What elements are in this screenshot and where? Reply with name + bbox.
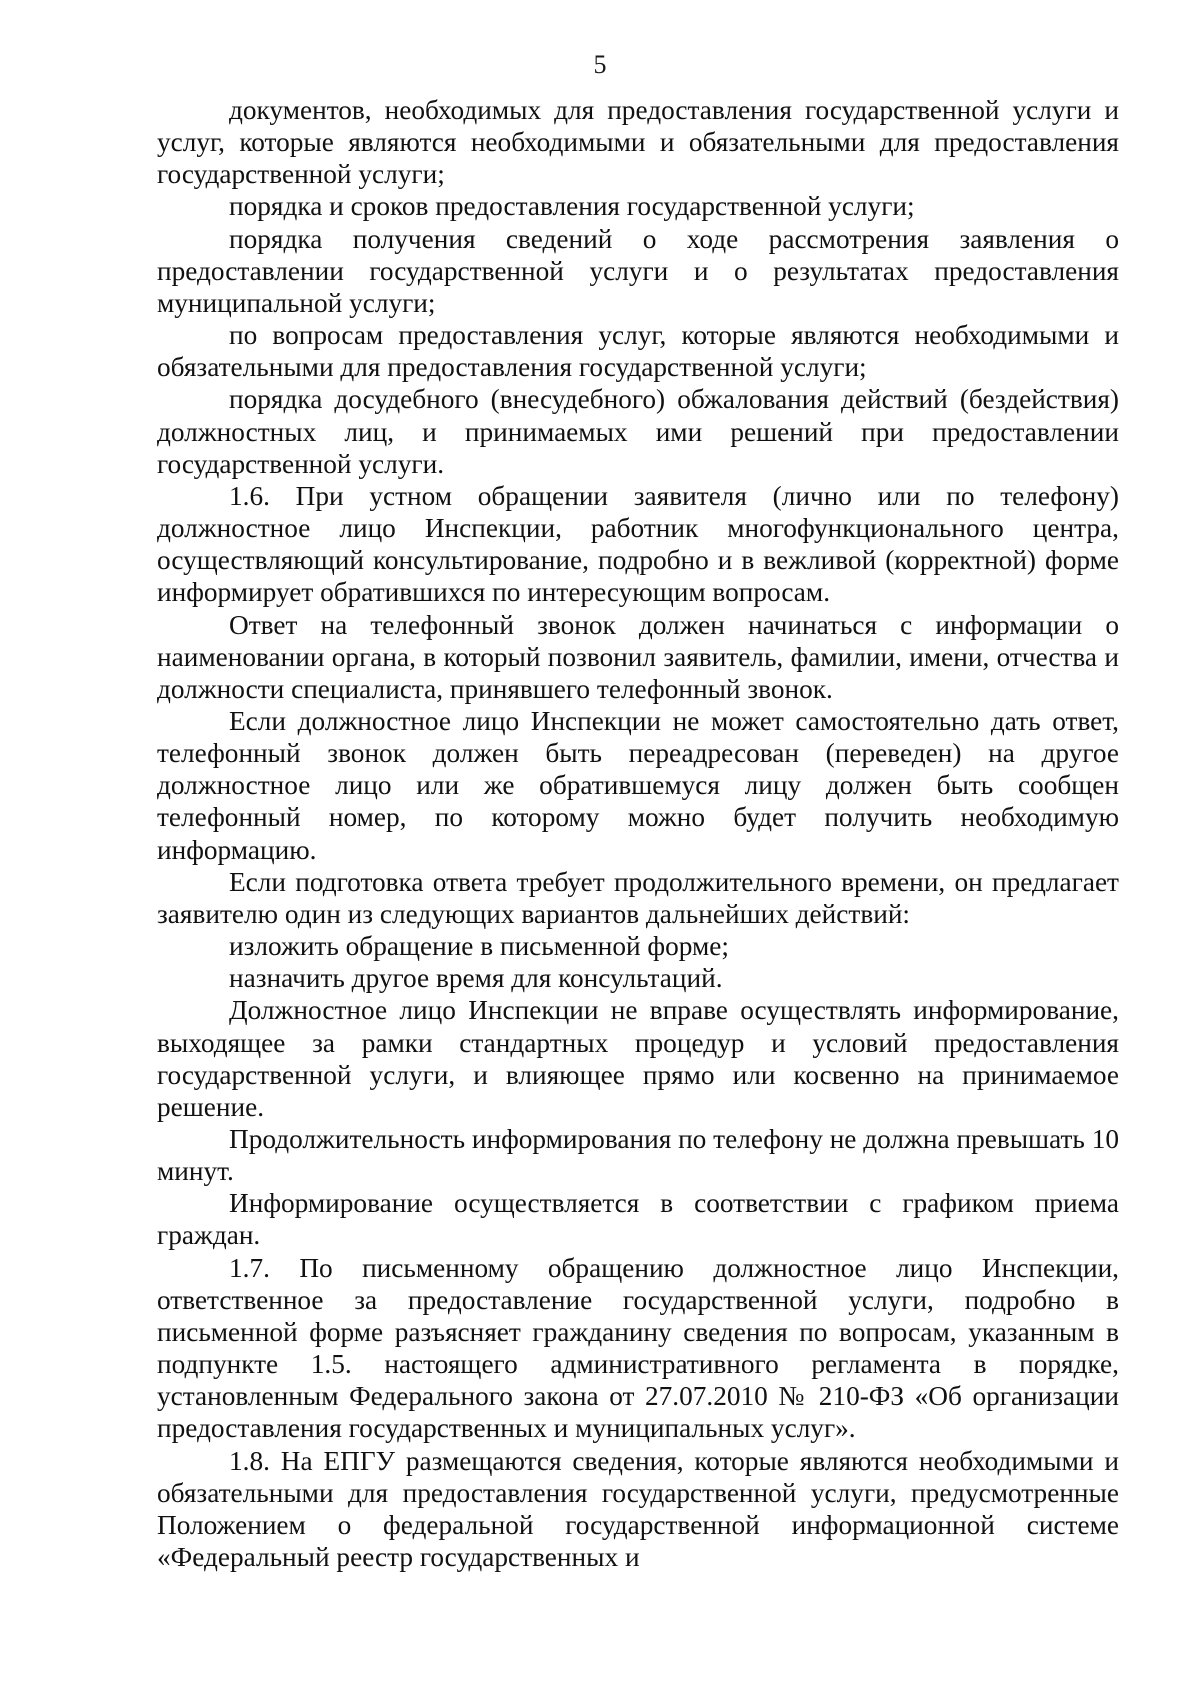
paragraph-order-and-terms: порядка и сроков предоставления государственной услуги; bbox=[229, 191, 915, 222]
paragraph-option-reschedule: назначить другое время для консультаций. bbox=[229, 963, 723, 994]
paragraph-option-written: изложить обращение в письменной форме; bbox=[229, 931, 729, 962]
paragraph-section-1-7: 1.7. По письменному обращению должностное лицо Инспекции, ответственное за предоставление государственной услуги, подробно в письменной форме разъясняет гражданину сведения по вопросам, указанным в подпункте 1.5. настоящего административного регламента в порядке, установленным Федерального закона от 27.07.2010 № 210-ФЗ «Об организации предоставления государственных и муниципальных услуг». bbox=[157, 1252, 1119, 1444]
paragraph-call-redirect: Если должностное лицо Инспекции не может самостоятельно дать ответ, телефонный звонок должен быть переадресован (переведен) на другое должностное лицо или же обратившемуся лицу должен быть сообщен телефонный номер, по которому можно будет получить необходимую информацию. bbox=[157, 705, 1119, 865]
paragraph-long-preparation: Если подготовка ответа требует продолжительного времени, он предлагает заявителю один из следующих вариантов дальнейших действий: bbox=[157, 866, 1119, 929]
paragraph-call-duration: Продолжительность информирования по телефону не должна превышать 10 минут. bbox=[157, 1124, 1119, 1187]
paragraph-appeal-procedure: порядка досудебного (внесудебного) обжалования действий (бездействия) должностных лиц, и принимаемых ими решений при предоставлении государственной услуги. bbox=[157, 384, 1119, 479]
document-body bbox=[157, 94, 1119, 1573]
paragraph-informing-limits: Должностное лицо Инспекции не вправе осуществлять информирование, выходящее за рамки стандартных процедур и условий предоставления государственной услуги, и влияющее прямо или косвенно на принимаемое решение. bbox=[157, 995, 1119, 1122]
paragraph-phone-answer: Ответ на телефонный звонок должен начинаться с информации о наименовании органа, в который позвонил заявитель, фамилии, имени, отчества и должности специалиста, принявшего телефонный звонок. bbox=[157, 609, 1119, 704]
paragraph-progress-info: порядка получения сведений о ходе рассмотрения заявления о предоставлении государственной услуги и о результатах предоставления муниципальной услуги; bbox=[157, 223, 1119, 318]
paragraph-section-1-8: 1.8. На ЕПГУ размещаются сведения, которые являются необходимыми и обязательными для предоставления государственной услуги, предусмотренные Положением о федеральной государственной информационной системе «Федеральный реестр государственных и bbox=[157, 1445, 1119, 1573]
paragraph-schedule: Информирование осуществляется в соответствии с графиком приема граждан. bbox=[157, 1188, 1119, 1251]
paragraph-necessary-services: по вопросам предоставления услуг, которые являются необходимыми и обязательными для предоставления государственной услуги; bbox=[157, 320, 1119, 383]
paragraph-documents-continuation: документов, необходимых для предоставления государственной услуги и услуг, которые являются необходимыми и обязательными для предоставления государственной услуги; bbox=[157, 95, 1119, 190]
page-number: 5 bbox=[593, 50, 607, 79]
paragraph-section-1-6: 1.6. При устном обращении заявителя (лично или по телефону) должностное лицо Инспекции, работник многофункционального центра, осуществляющий консультирование, подробно и в вежливой (корректной) форме информирует обратившихся по интересующим вопросам. bbox=[157, 480, 1119, 608]
